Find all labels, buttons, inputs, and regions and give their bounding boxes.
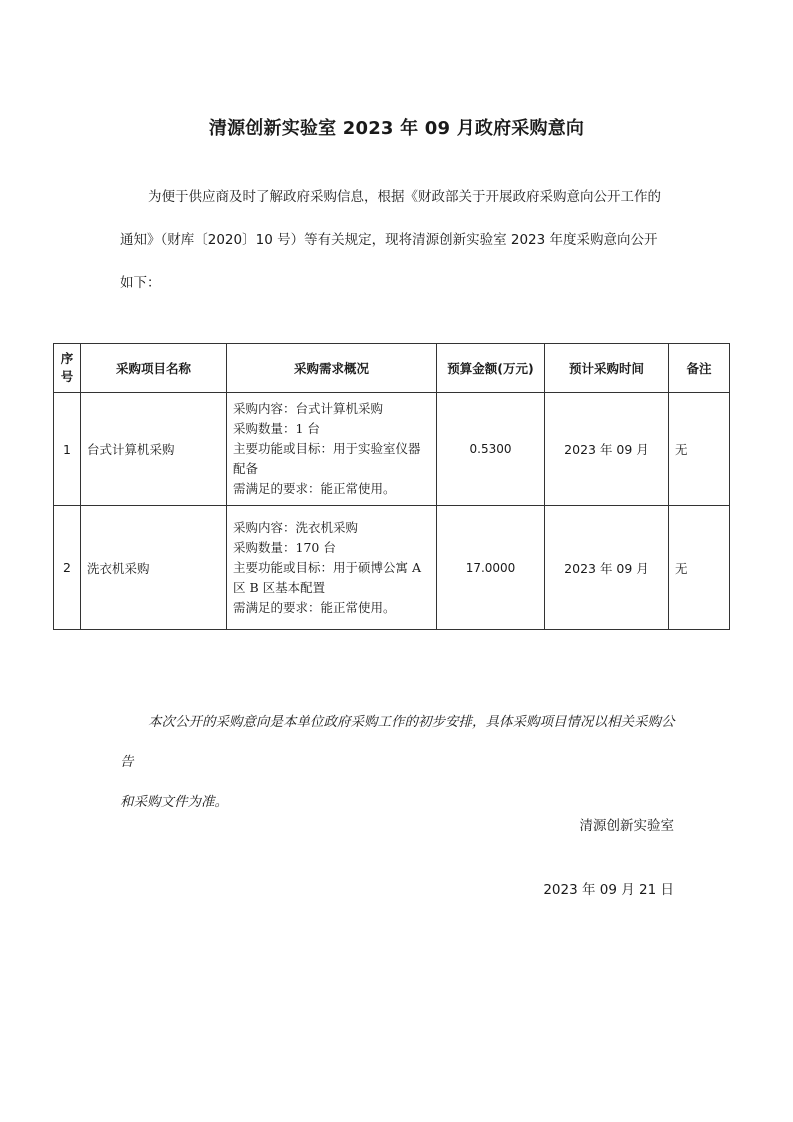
- intro-line: 通知》（财库〔2020〕10 号）等有关规定，现将清源创新实验室 2023 年度采购意向公开: [120, 232, 658, 248]
- row-desc: [227, 506, 437, 630]
- intro-line: 为便于供应商及时了解政府采购信息，根据《财政部关于开展政府采购意向公开工作的: [148, 189, 661, 205]
- signature-org: 清源创新实验室: [579, 818, 674, 834]
- row-name: 台式计算机采购: [81, 393, 227, 506]
- row-time: 2023 年 09 月: [545, 506, 669, 630]
- row-time: 2023 年 09 月: [545, 393, 669, 506]
- desc-line: 采购数量：1 台: [233, 421, 320, 436]
- desc-line: 采购内容：台式计算机采购: [233, 401, 384, 416]
- closing-line: 本次公开的采购意向是本单位政府采购工作的初步安排，具体采购项目情况以相关采购公告: [120, 714, 675, 770]
- closing-line: 和采购文件为准。: [120, 794, 228, 810]
- row-no: 1: [54, 393, 81, 506]
- header-desc: 采购需求概况: [227, 344, 437, 393]
- header-amount: 预算金额(万元): [437, 344, 545, 393]
- desc-line: 主要功能或目标：用于实验室仪器配备: [233, 441, 421, 476]
- header-time: 预计采购时间: [545, 344, 669, 393]
- desc-line: 采购数量：170 台: [233, 539, 336, 555]
- row-amount: 17.0000: [437, 506, 545, 630]
- desc-line: 需满足的要求：能正常使用。: [233, 481, 396, 496]
- desc-line: 采购内容：洗衣机采购: [233, 519, 359, 535]
- header-name: 采购项目名称: [81, 344, 227, 393]
- table-row: [54, 393, 730, 506]
- procurement-table: [53, 343, 729, 630]
- header-note: 备注: [669, 344, 730, 393]
- desc-line: 主要功能或目标：用于硕博公寓 A 区 B 区基本配置: [233, 559, 422, 595]
- intro-line: 如下：: [120, 275, 161, 291]
- table-header-row: [54, 344, 730, 393]
- intro-paragraph: [120, 176, 680, 305]
- row-note: 无: [669, 393, 730, 506]
- row-amount: 0.5300: [437, 393, 545, 506]
- signature-date: 2023 年 09 月 21 日: [543, 882, 674, 898]
- row-no: 2: [54, 506, 81, 630]
- row-name: 洗衣机采购: [81, 506, 227, 630]
- row-desc: [227, 393, 437, 506]
- closing-paragraph: [120, 702, 680, 822]
- table-row: [54, 506, 730, 630]
- header-no: 序号: [54, 344, 81, 393]
- desc-line: 需满足的要求：能正常使用。: [233, 599, 396, 615]
- row-note: 无: [669, 506, 730, 630]
- page-title: 清源创新实验室 2023 年 09 月政府采购意向: [208, 118, 585, 139]
